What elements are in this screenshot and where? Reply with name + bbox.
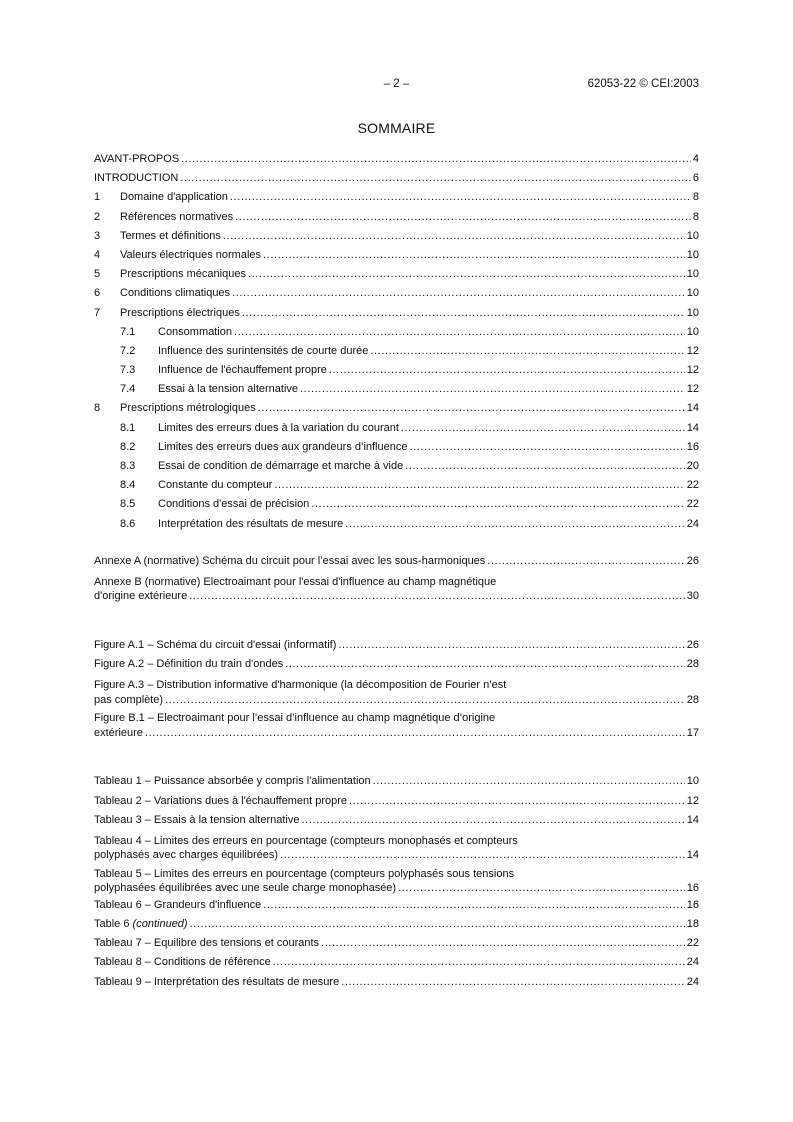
toc-entry-7-1[interactable]: 7.1 Consommation ..... 10 [94, 323, 699, 342]
toc-entry-table-6-continued[interactable]: Table 6 (continued) ..... 18 [94, 915, 699, 934]
section-spacer [94, 534, 699, 552]
toc-entry-clause-2[interactable]: 2 Références normatives ..... 8 [94, 208, 699, 227]
toc-entry-annex-b[interactable]: Annexe B (normative) Electroaimant pour l'essai d'influence au champ magnétique d'origine extérieure ..... 30 [94, 571, 699, 604]
toc-entry-table-3[interactable]: Tableau 3 – Essais à la tension alternative ..... 14 [94, 811, 699, 830]
toc-entry-clause-6[interactable]: 6 Conditions climatiques ..... 10 [94, 284, 699, 303]
toc-entry-7-2[interactable]: 7.2 Influence des surintensités de courte durée ..... 12 [94, 342, 699, 361]
toc-entry-table-5[interactable]: Tableau 5 – Limites des erreurs en pourcentage (compteurs polyphasés sous tensions polyphasées équilibrées avec une seule charge monophasée) ..... 16 [94, 863, 699, 896]
toc-entry-avant-propos[interactable]: AVANT-PROPOS ..... 4 [94, 150, 699, 169]
section-spacer [94, 622, 699, 636]
toc-entry-8-1[interactable]: 8.1 Limites des erreurs dues à la variation du courant ..... 14 [94, 419, 699, 438]
page-header [94, 78, 699, 94]
toc-entry-table-7[interactable]: Tableau 7 – Equilibre des tensions et courants ..... 22 [94, 934, 699, 953]
toc-entry-table-8[interactable]: Tableau 8 – Conditions de référence ..... 24 [94, 953, 699, 972]
section-spacer [94, 758, 699, 772]
toc-entry-annex-a[interactable]: Annexe A (normative) Schéma du circuit pour l’essai avec les sous-harmoniques ..... 26 [94, 552, 699, 571]
toc-entry-7-4[interactable]: 7.4 Essai à la tension alternative ..... 12 [94, 380, 699, 399]
toc-entry-table-1[interactable]: Tableau 1 – Puissance absorbée y compris l'alimentation ..... 10 [94, 772, 699, 791]
section-spacer [94, 740, 699, 758]
toc-entry-clause-4[interactable]: 4 Valeurs électriques normales ..... 10 [94, 246, 699, 265]
toc-entry-introduction[interactable]: INTRODUCTION ..... 6 [94, 169, 699, 188]
toc-entry-clause-8[interactable]: 8 Prescriptions métrologiques ..... 14 [94, 399, 699, 418]
toc-title: SOMMAIRE [357, 120, 436, 136]
toc-entry-figure-a3[interactable]: Figure A.3 – Distribution informative d'harmonique (la décomposition de Fourier n’est pas complète) ..... 28 [94, 674, 699, 707]
toc-entry-table-6[interactable]: Tableau 6 – Grandeurs d'influence ..... 16 [94, 896, 699, 915]
toc-entry-table-9[interactable]: Tableau 9 – Interprétation des résultats de mesure ..... 24 [94, 973, 699, 992]
toc-entry-figure-b1[interactable]: Figure B.1 – Electroaimant pour l’essai d’influence au champ magnétique d’origine extérieure ..... 17 [94, 707, 699, 740]
section-spacer [94, 604, 699, 622]
toc-entry-table-4[interactable]: Tableau 4 – Limites des erreurs en pourcentage (compteurs monophasés et compteurs polyphasés avec charges équilibrées) ..... 14 [94, 830, 699, 863]
table-of-contents [94, 150, 699, 992]
toc-entry-8-6[interactable]: 8.6 Interprétation des résultats de mesure ..... 24 [94, 515, 699, 534]
toc-entry-clause-1[interactable]: 1 Domaine d'application ..... 8 [94, 188, 699, 207]
toc-entry-figure-a2[interactable]: Figure A.2 – Définition du train d'ondes ..... 28 [94, 655, 699, 674]
toc-entry-clause-5[interactable]: 5 Prescriptions mécaniques ..... 10 [94, 265, 699, 284]
toc-entry-clause-3[interactable]: 3 Termes et définitions ..... 10 [94, 227, 699, 246]
toc-entry-clause-7[interactable]: 7 Prescriptions électriques ..... 10 [94, 304, 699, 323]
toc-entry-figure-a1[interactable]: Figure A.1 – Schéma du circuit d'essai (informatif) ..... 26 [94, 636, 699, 655]
toc-entry-8-2[interactable]: 8.2 Limites des erreurs dues aux grandeurs d’influence ..... 16 [94, 438, 699, 457]
toc-entry-table-2[interactable]: Tableau 2 – Variations dues à l'échauffement propre ..... 12 [94, 792, 699, 811]
page-number: – 2 – [383, 78, 410, 90]
toc-entry-8-5[interactable]: 8.5 Conditions d'essai de précision ..... 22 [94, 495, 699, 514]
toc-entry-8-3[interactable]: 8.3 Essai de condition de démarrage et marche à vide ..... 20 [94, 457, 699, 476]
standard-reference: 62053-22 © CEI:2003 [587, 78, 699, 90]
toc-entry-8-4[interactable]: 8.4 Constante du compteur ..... 22 [94, 476, 699, 495]
toc-entry-7-3[interactable]: 7.3 Influence de l'échauffement propre ..... 12 [94, 361, 699, 380]
